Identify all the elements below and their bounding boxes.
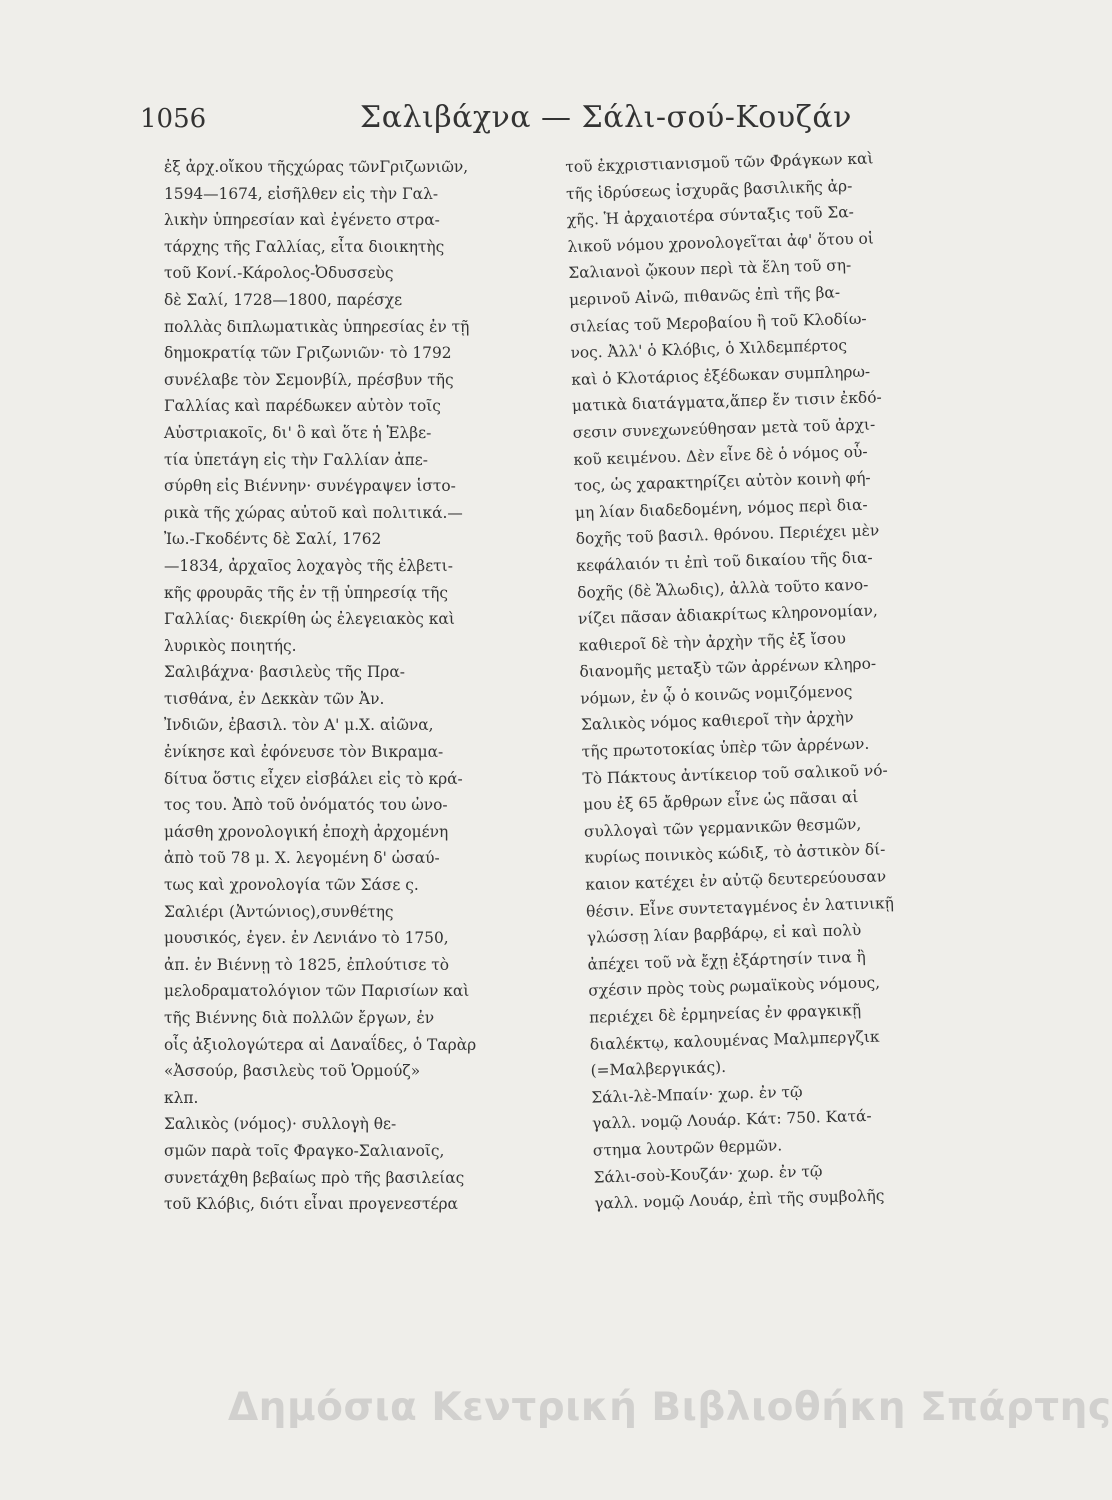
page-number: 1056 [140,104,207,134]
text-line: Ἰνδιῶν, ἐβασιλ. τὸν Α' μ.Χ. αἰῶνα, [164,716,434,735]
text-line: Σαλικὸς νόμος καθιεροῖ τὴν ἀρχὴν [580,708,854,735]
text-line: μελοδραματολόγιον τῶν Παρισίων καὶ [164,982,470,1001]
library-watermark: Δημόσια Κεντρική Βιβλιοθήκη Σπάρτης [228,1385,1112,1430]
text-line: γαλλ. νομῷ Λουάρ, ἐπὶ τῆς συμβολῆς [594,1186,885,1213]
text-line: τῆς ἱδρύσεως ἰσχυρᾶς βασιλικῆς ἀρ- [565,176,853,203]
text-line: δὲ Σαλί, 1728—1800, παρέσχε [164,290,403,309]
text-line: Σαλιανοὶ ᾤκουν περὶ τὰ ἕλη τοῦ ση- [568,256,852,283]
text-line: διαλέκτῳ, καλουμένας Μαλμπεργζικ [589,1027,880,1054]
text-line: ἐξ ἀρχ.οἴκου τῆςχώρας τῶνΓριζωνιῶν, [164,158,469,176]
text-line: ματικὰ διατάγματα,ἅπερ ἔν τισιν ἐκδό- [571,388,882,416]
text-line: μερινοῦ Αἰνῶ, πιθανῶς ἐπὶ τῆς βα- [568,283,841,309]
text-line: καὶ ὁ Κλοτάριος ἐξέδωκαν συμπληρω- [571,362,871,389]
text-line: κοῦ κειμένου. Δὲν εἶνε δὲ ὁ νόμος οὗ- [573,442,868,469]
text-line: Σάλι-λὲ-Μπαίν· χωρ. ἐν τῷ [591,1082,803,1107]
text-line: σύρθη εἰς Βιέννην· συνέγραψεν ἱστο- [164,477,456,496]
text-line: ρικὰ τῆς χώρας αὐτοῦ καὶ πολιτικά.— [164,503,463,522]
text-line: Αὐστριακοῖς, δι' ὃ καὶ ὅτε ἡ Ἑλβε- [164,423,432,442]
text-line: ἐνίκησε καὶ ἐφόνευσε τὸν Βικραμα- [164,743,444,762]
text-line: χῆς. Ἡ ἀρχαιοτέρα σύνταξις τοῦ Σα- [566,203,855,230]
text-line: δοχῆς τοῦ βασιλ. θρόνου. Περιέχει μὲν [575,521,880,549]
text-line: τάρχης τῆς Γαλλίας, εἶτα διοικητὴς [164,237,445,256]
text-line: ἀπέχει τοῦ νὰ ἔχῃ ἐξάρτησίν τινα ἢ [587,947,866,974]
text-line: μάσθη χρονολογική ἐποχὴ ἀρχομένη [164,822,449,841]
text-line: Σάλι-σοὺ-Κουζάν· χωρ. ἐν τῷ [593,1161,823,1187]
text-line: νίζει πᾶσαν ἀδιακρίτως κληρονομίαν, [577,601,878,628]
text-line: κῆς φρουρᾶς τῆς ἐν τῇ ὑπηρεσίᾳ τῆς [164,583,449,602]
text-line: συνετάχθη βεβαίως πρὸ τῆς βασιλείας [164,1168,465,1187]
text-line: νος. Ἀλλ' ὁ Κλόβις, ὁ Χιλδεμπέρτος [570,336,848,363]
text-line: τοῦ Κονί.-Κάρολος-Ὀδυσσεὺς [164,264,394,283]
text-line: τοῦ Κλόβις, διότι εἶναι προγενεστέρα [164,1195,458,1214]
text-line: λυρικὸς ποιητής. [164,636,297,655]
running-head: Σαλιβάχνα — Σάλι-σού-Κουζάν [360,100,852,135]
text-line: ἀπ. ἐν Βιέννῃ τὸ 1825, ἐπλούτισε τὸ [164,955,450,974]
text-line: τῆς Βιέννης διὰ πολλῶν ἔργων, ἐν [164,1009,435,1027]
text-line: Ἰω.-Γκοδέντς δὲ Σαλί, 1762 [164,530,382,549]
text-line: κεφάλαιόν τι ἐπὶ τοῦ δικαίου τῆς δια- [576,548,873,575]
text-line: λικὴν ὑπηρεσίαν καὶ ἐγένετο στρα- [164,211,440,230]
text-line: Γαλλίας· διεκρίθη ὡς ἐλεγειακὸς καὶ [164,610,455,629]
text-line: περιέχει δὲ ἑρμηνείας ἐν φραγκικῇ [588,1001,862,1027]
text-line: κλπ. [164,1088,199,1107]
text-line: συλλογαὶ τῶν γερμανικῶν θεσμῶν, [583,814,862,841]
text-line: συνέλαβε τὸν Σεμονβίλ, πρέσβυν τῆς [164,370,454,389]
text-line: Γαλλίας καὶ παρέδωκεν αὐτὸν τοῖς [164,397,441,416]
text-line: πολλὰς διπλωματικὰς ὑπηρεσίας ἐν τῇ [164,317,470,336]
text-line: λικοῦ νόμου χρονολογεῖται ἀφ' ὅτου οἱ [567,229,875,256]
text-line: τος του. Ἀπὸ τοῦ ὀνόματός του ὠνο- [164,796,448,815]
text-line: οἷς ἀξιολογώτερα αἱ Δαναΐδες, ὁ Ταρὰρ [164,1035,477,1054]
text-line: μου ἐξ 65 ἄρθρων εἶνε ὡς πᾶσαι αἱ [582,788,859,814]
text-line: δημοκρατίᾳ τῶν Γριζωνιῶν· τὸ 1792 [164,344,452,363]
text-line: (=Μαλβεργικάς). [590,1058,727,1080]
text-line: τοῦ ἐκχριστιανισμοῦ τῶν Φράγκων καὶ [565,149,874,176]
text-line: καθιεροῖ δὲ τὴν ἀρχὴν τῆς ἐξ ἴσου [578,629,847,655]
text-line: 1594—1674, εἰσῆλθεν εἰς τὴν Γαλ- [164,184,439,203]
text-line: τος, ὡς χαρακτηρίζει αὐτὸν κοινὴ φή- [574,468,871,495]
text-line: γλώσσῃ λίαν βαρβάρῳ, εἰ καὶ πολὺ [586,921,862,947]
text-line: Σαλικὸς (νόμος)· συλλογὴ θε- [164,1115,397,1134]
text-line: γαλλ. νομῷ Λουάρ. Κάτ: 750. Κατά- [591,1107,872,1133]
text-line: —1834, ἀρχαῖος λοχαγὸς τῆς ἑλβετι- [164,556,453,575]
text-line: μη λίαν διαδεδομένη, νόμος περὶ δια- [574,495,868,522]
text-line: σεσιν συνεχωνεύθησαν μετὰ τοῦ ἀρχι- [572,415,876,442]
text-line: θέσιν. Εἶνε συντεταγμένος ἐν λατινικῇ [585,893,895,921]
right-column [565,143,985,1217]
left-column [164,154,544,1218]
text-line: «Ἀσσούρ, βασιλεὺς τοῦ Ὁρμούζ» [164,1062,421,1081]
text-line: Σαλιέρι (Ἀντώνιος),συνθέτης [164,902,394,921]
text-line: σιλείας τοῦ Μεροβαίου ἢ τοῦ Κλοδίω- [569,309,867,336]
text-line: διανομῆς μεταξὺ τῶν ἀρρένων κληρο- [579,654,877,682]
text-line: σχέσιν πρὸς τοὺς ρωμαϊκοὺς νόμους, [588,973,881,1001]
text-line: τως καὶ χρονολογία τῶν Σάσε ς. [164,876,419,895]
text-line: ἀπὸ τοῦ 78 μ. Χ. λεγομένη δ' ὡσαύ- [164,849,440,868]
text-line: τῆς πρωτοτοκίας ὑπὲρ τῶν ἀρρένων. [581,734,870,761]
text-line: δίτυα ὅστις εἶχεν εἰσβάλει εἰς τὸ κρά- [164,769,463,788]
text-line: στημα λουτρῶν θερμῶν. [592,1136,783,1160]
text-line: Σαλιβάχνα· βασιλεὺς τῆς Πρα- [164,663,405,682]
text-line: τία ὑπετάγη εἰς τὴν Γαλλίαν ἀπε- [164,450,428,469]
text-line: καιον κατέχει ἐν αὐτῷ δευτερεύουσαν [585,867,887,894]
text-line: νόμων, ἐν ᾧ ὁ κοινῶς νομιζόμενος [579,682,853,708]
text-line: τισθάνα, ἐν Δεκκὰν τῶν Ἀν. [164,689,385,708]
text-line: μουσικός, ἐγεν. ἐν Λενιάνο τὸ 1750, [164,929,449,948]
text-line: Τὸ Πάκτους ἀντίκειορ τοῦ σαλικοῦ νό- [582,760,888,788]
text-line: κυρίως ποινικὸς κώδιξ, τὸ ἀστικὸν δί- [584,840,886,868]
text-line: σμῶν παρὰ τοῖς Φραγκο-Σαλιανοῖς, [164,1141,445,1160]
text-line: δοχῆς (δὲ Ἄλωδις), ἀλλὰ τοῦτο κανο- [576,575,869,602]
